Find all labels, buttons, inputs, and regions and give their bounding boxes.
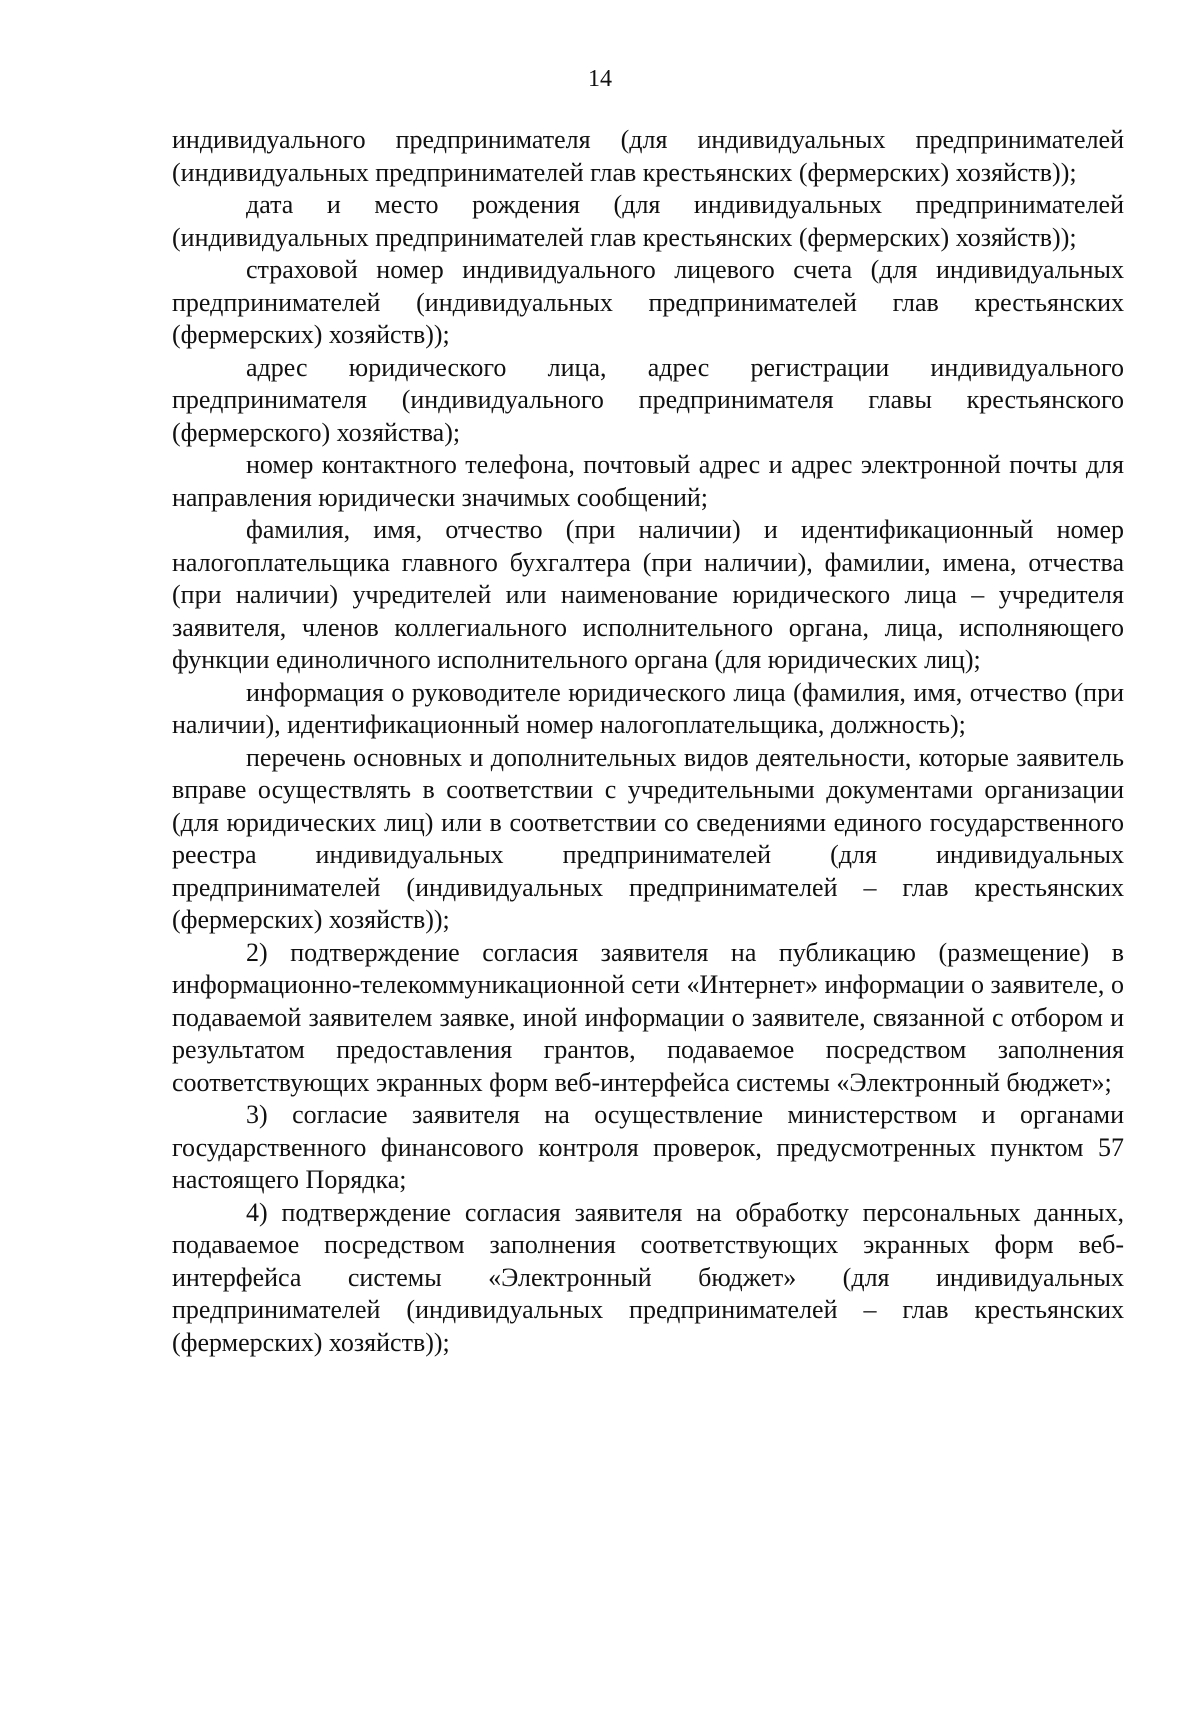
paragraph-manager-info: информация о руководителе юридического лица (фамилия, имя, отчество (при наличии), идентификационный номер налогоплательщика, должность); [172, 677, 1124, 739]
paragraph-address: адрес юридического лица, адрес регистрации индивидуального предпринимателя (индивидуального предпринимателя главы крестьянского (фермерского) хозяйства); [172, 352, 1124, 447]
paragraph-accountant-founders: фамилия, имя, отчество (при наличии) и идентификационный номер налогоплательщика главного бухгалтера (при наличии), фамилии, имена, отчества (при наличии) учредителей или наименование юридического лица – учредителя заявителя, членов коллегиального исполнительного органа, лица, исполняющего функции единоличного исполнительного органа (для юридических лиц); [172, 515, 1124, 674]
paragraph-activities-list: перечень основных и дополнительных видов деятельности, которые заявитель вправе осуществлять в соответствии с учредительными документами организации (для юридических лиц) или в соответствии со сведениями единого государственного реестра индивидуальных предпринимателей (для индивидуальных предпринимателей (индивидуальных предпринимателей – глав крестьянских (фермерских) хозяйств)); [172, 742, 1124, 934]
page-number: 14 [588, 66, 612, 92]
paragraph-item-2-publication-consent: 2) подтверждение согласия заявителя на публикацию (размещение) в информационно-телекоммуникационной сети «Интернет» информации о заявителе, о подаваемой заявителем заявке, иной информации о заявителе, связанной с отбором и результатом предоставления грантов, подаваемое посредством заполнения соответствующих экранных форм веб-интерфейса системы «Электронный бюджет»; [172, 937, 1124, 1097]
paragraph-continuation: индивидуального предпринимателя (для индивидуальных предпринимателей (индивидуальных предпринимателей глав крестьянских (фермерских) хозяйств)); [172, 125, 1124, 187]
paragraph-item-4-personal-data-consent: 4) подтверждение согласия заявителя на обработку персональных данных, подаваемое посредством заполнения соответствующих экранных форм веб-интерфейса системы «Электронный бюджет» (для индивидуальных предпринимателей (индивидуальных предпринимателей – глав крестьянских (фермерских) хозяйств)); [172, 1197, 1124, 1357]
document-body [172, 124, 1124, 1359]
paragraph-birth-date: дата и место рождения (для индивидуальных предпринимателей (индивидуальных предпринимателей глав крестьянских (фермерских) хозяйств)); [172, 190, 1124, 252]
paragraph-contact-info: номер контактного телефона, почтовый адрес и адрес электронной почты для направления юридически значимых сообщений; [172, 450, 1124, 512]
paragraph-insurance-number: страховой номер индивидуального лицевого счета (для индивидуальных предпринимателей (индивидуальных предпринимателей глав крестьянских (фермерских) хозяйств)); [172, 255, 1124, 349]
paragraph-item-3-inspection-consent: 3) согласие заявителя на осуществление министерством и органами государственного финансового контроля проверок, предусмотренных пунктом 57 настоящего Порядка; [172, 1100, 1124, 1194]
